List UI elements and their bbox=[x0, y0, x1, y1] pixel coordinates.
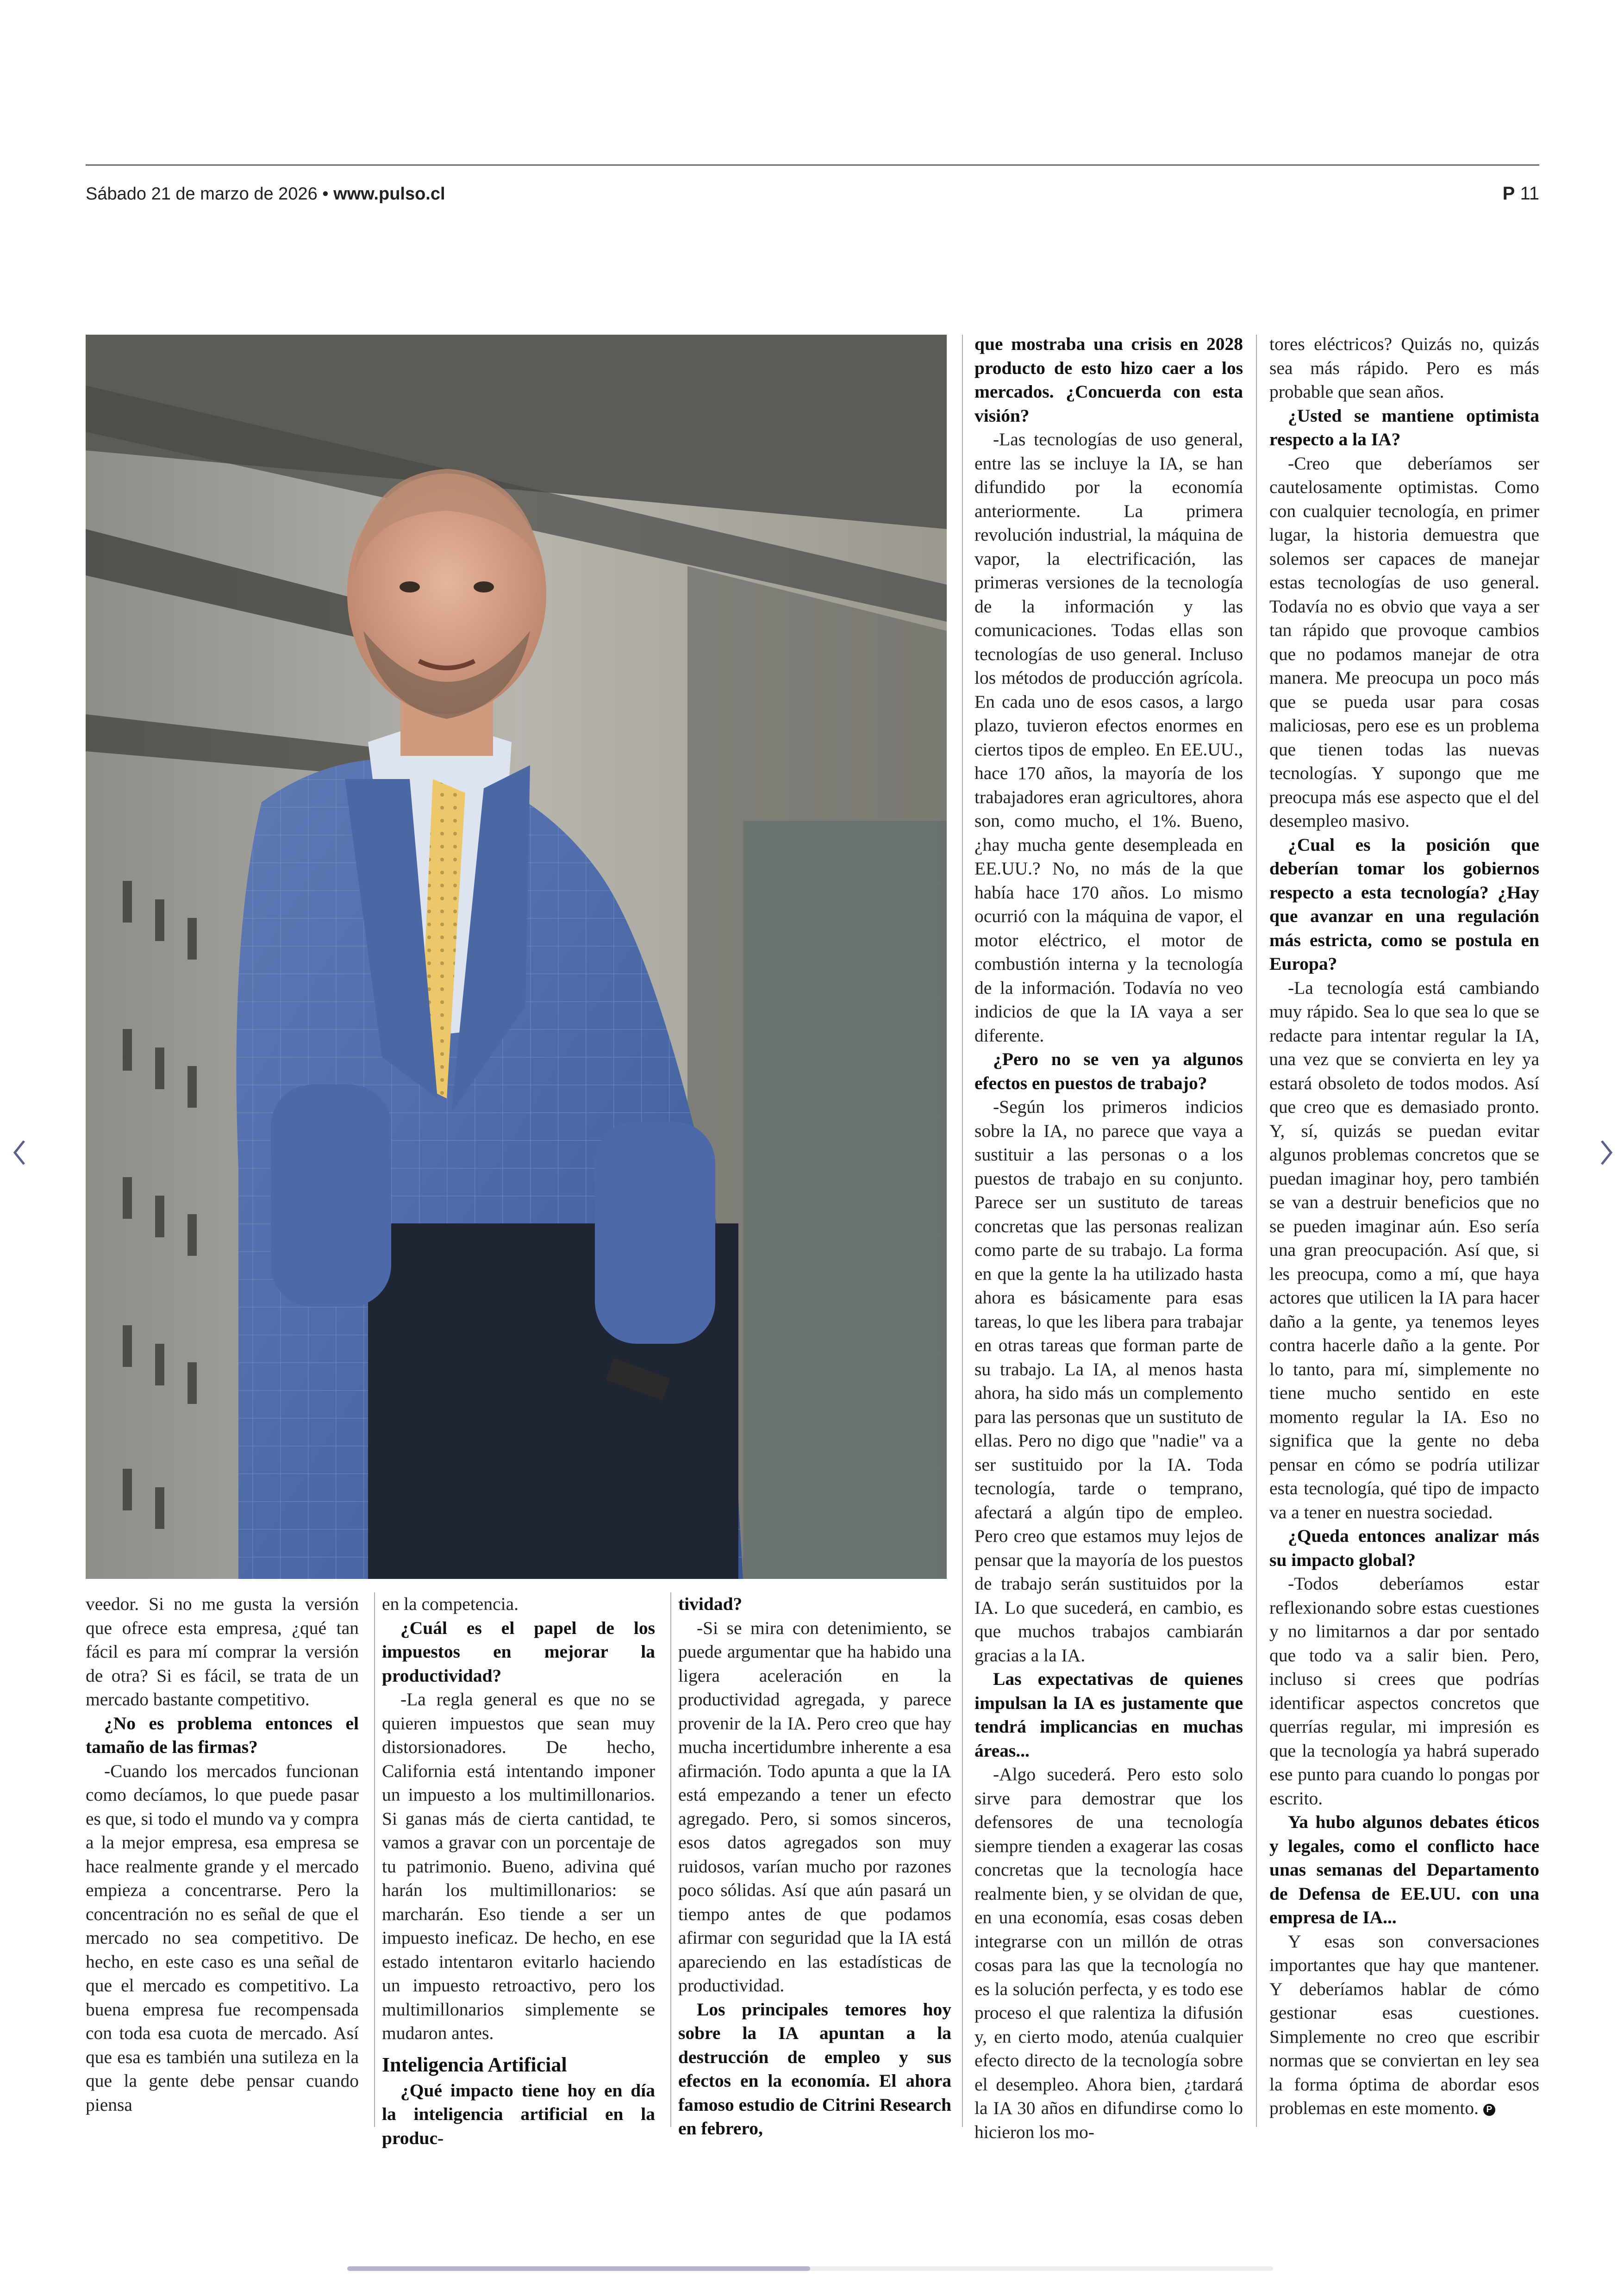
page-number bbox=[1503, 183, 1539, 204]
page-prefix: P bbox=[1502, 183, 1515, 204]
horizontal-scrollbar[interactable] bbox=[347, 2266, 1273, 2271]
end-of-article-icon: P bbox=[1483, 2104, 1495, 2116]
body-paragraph: tores eléctricos? Quizás no, quizás sea más rápido. Pero es más probable que sean años. bbox=[1269, 334, 1539, 402]
issue-date: Sábado 21 de marzo de 2026 bbox=[86, 184, 318, 204]
site-link[interactable]: www.pulso.cl bbox=[333, 184, 445, 204]
interview-question: ¿Cual es la posición que deberían tomar los gobiernos respecto a esta tecnología? ¿Hay que avanzar en una regulación más estricta, como se postula en Europa? bbox=[1269, 834, 1539, 974]
body-paragraph: -Creo que deberíamos ser cautelosamente optimistas. Como con cualquier tecnología, en primer lugar, la historia demuestra que solemos ser capaces de manejar estas tecnologías de uso general. Todavía no es obvio que vaya a ser tan rápido que provoque cambios que no podamos manejar de otra manera. Me preocupa un poco más que se pueda usar para cosas maliciosas, pero ese es un problema que tienen todas las nuevas tecnologías. Y supongo que me preocupa más ese aspecto que el del desempleo masivo. bbox=[1269, 453, 1539, 831]
column-separator bbox=[1256, 335, 1257, 2127]
interview-question: Ya hubo algunos debates éticos y legales, como el conflicto hace unas semanas del Departamento de Defensa de EE.UU. con una empresa de IA... bbox=[1269, 1812, 1539, 1927]
interview-question: Las expectativas de quienes impulsan la IA es justamente que tendrá implicancias en muchas áreas... bbox=[974, 1669, 1243, 1761]
chevron-left-icon bbox=[10, 1136, 29, 1169]
chevron-right-icon bbox=[1597, 1136, 1616, 1169]
interview-question: ¿Usted se mantiene optimista respecto a la IA? bbox=[1269, 405, 1539, 449]
column-separator bbox=[374, 1592, 375, 2127]
column-separator bbox=[962, 335, 963, 2127]
article-column-4 bbox=[974, 332, 1243, 2144]
interview-question: ¿Qué impacto tiene hoy en día la inteligencia artificial en la produc- bbox=[382, 2080, 655, 2148]
body-paragraph: -Algo sucederá. Pero esto solo sirve para demostrar que los defensores de una tecnología siempre tienden a exagerar las cosas concretas que la tecnología hace realmente bien, y se olvidan de que, en una economía, esas cosas deben integrarse con un millón de otras cosas para las que la tecnología no es la solución perfecta, y es todo ese proceso el que ralentiza la difusión y, en cierto modo, atenúa cualquier efecto directo de la tecnología sobre el desempleo. Ahora bien, ¿tardará la IA 30 años en difundirse como lo hicieron los mo- bbox=[974, 1764, 1243, 2142]
previous-page-button[interactable] bbox=[10, 1136, 29, 1169]
body-paragraph: -Cuando los mercados funcionan como decíamos, lo que puede pasar es que, si todo el mundo va y compra a la mejor empresa, esa empresa se hace realmente grande y el mercado empieza a concentrarse. Pero la concentración no es señal de que el mercado no sea competitivo. De hecho, en este caso es una señal de que el mercado es competitivo. La buena empresa fue recompensada con toda esa cuota de mercado. Así que esa es también una sutileza en la que la gente debe pensar cuando piensa bbox=[86, 1760, 359, 2115]
article-column-2 bbox=[382, 1592, 655, 2150]
body-paragraph: -Todos deberíamos estar reflexionando sobre estas cuestiones y no limitarnos a dar por sentado que todo va a salir bien. Pero, incluso si crees que podrías identificar aspectos concretos que querrías regular, mi impresión es que la tecnología ya habrá superado ese punto para cuando lo pongas por escrito. bbox=[1269, 1573, 1539, 1809]
interview-question: ¿Cuál es el papel de los impuestos en mejorar la productividad? bbox=[382, 1617, 655, 1686]
body-paragraph: -Las tecnologías de uso general, entre las se incluye la IA, se han difundido por la economía anteriormente. La primera revolución industrial, la máquina de vapor, la electrificación, las primeras versiones de la tecnología de la información y las comunicaciones. Todas ellas son tecnologías de uso general. Incluso los métodos de producción agrícola. En cada uno de esos casos, a largo plazo, tuvieron efectos enormes en ciertos tipos de empleo. En EE.UU., hace 170 años, la mayoría de los trabajadores eran agricultores, ahora son, como mucho, el 1%. Bueno, ¿hay mucha gente desempleada en EE.UU.? No, no más de la que había hace 170 años. Lo mismo ocurrió con la máquina de vapor, el motor eléctrico, el motor de combustión interna y la tecnología de la información. Todavía no veo indicios de que la IA vaya a ser diferente. bbox=[974, 429, 1243, 1046]
body-paragraph: veedor. Si no me gusta la versión que ofrece esta empresa, ¿qué tan fácil es para mí comprar la versión de otra? Si es fácil, se trata de un mercado bastante competitivo. bbox=[86, 1594, 359, 1709]
interview-question: ¿No es problema entonces el tamaño de las firmas? bbox=[86, 1713, 359, 1757]
article-column-1 bbox=[86, 1592, 359, 2117]
body-paragraph: en la competencia. bbox=[382, 1594, 518, 1614]
interview-question: ¿Pero no se ven ya algunos efectos en puestos de trabajo? bbox=[974, 1049, 1243, 1093]
portrait-photo bbox=[86, 335, 947, 1579]
scrollbar-thumb[interactable] bbox=[347, 2266, 810, 2271]
body-paragraph: -Según los primeros indicios sobre la IA, no parece que vaya a sustituir a las personas o a los puestos de trabajo en su conjunto. Parece ser un sustituto de tareas concretas que las personas realizan como parte de su trabajo. La forma en que la gente la ha utilizado hasta ahora es básicamente para esas tareas, lo que les libera para trabajar en otras tareas que forman parte de su trabajo. La IA, al menos hasta ahora, ha sido más un complemento para las personas que un sustituto de ellas. Pero no digo que "nadie" va a ser sustituido por la IA. Toda tecnología, tarde o temprano, afectará a algún tipo de empleo. Pero creo que estamos muy lejos de pensar que la mayoría de los puestos de trabajo serán sustituidos por la IA. Lo que sucederá, en cambio, es que muchos trabajos cambiarán gracias a la IA. bbox=[974, 1097, 1243, 1665]
header-separator: • bbox=[322, 184, 329, 204]
article-column-5 bbox=[1269, 332, 1539, 2120]
body-paragraph: Y esas son conversaciones importantes que hay que mantener. Y deberíamos hablar de cómo gestionar esas cuestiones. Simplemente no creo que escribir normas que se conviertan en ley sea la forma óptima de abordar esos problemas en este momento. P bbox=[1269, 1931, 1539, 2118]
interview-question: que mostraba una crisis en 2028 producto de esto hizo caer a los mercados. ¿Concuerda con esta visión? bbox=[974, 334, 1243, 426]
body-paragraph: -La tecnología está cambiando muy rápido. Sea lo que sea lo que se redacte para intentar regular la IA, una vez que se convierta en ley ya estará obsoleto de todos modos. Así que creo que es demasiado pronto. Y, sí, quizás se puedan evitar algunos problemas concretos que se puedan imaginar hoy, pero también se van a destruir beneficios que no se pueden imaginar aún. Eso sería una gran preocupación. Así que, si les preocupa, como a mí, que haya actores que utilicen la IA para hacer daño a la gente, ya tenemos leyes contra hacerle daño a la gente. Por lo tanto, para mí, simplemente no tiene mucho sentido en este momento regular la IA. Eso no significa que la gente no deba pensar en cómo se podría utilizar esta tecnología, qué tipo de impacto va a tener en nuestra sociedad. bbox=[1269, 977, 1539, 1522]
page-date-line bbox=[86, 184, 445, 204]
interview-question: Los principales temores hoy sobre la IA apuntan a la destrucción de empleo y sus efectos en la economía. El ahora famoso estudio de Citrini Research en febrero, bbox=[678, 1999, 951, 2139]
next-page-button[interactable] bbox=[1597, 1136, 1616, 1169]
body-paragraph: -Si se mira con detenimiento, se puede argumentar que ha habido una ligera aceleración en la productividad agregada, y parece provenir de la IA. Pero creo que hay mucha incertidumbre inherente a esa afirmación. Todo apunta a que la IA está empezando a tener un efecto agregado. Pero, si somos sinceros, esos datos agregados son muy ruidosos, varían mucho por razones poco sólidas. Así que aún pasará un tiempo antes de que podamos afirmar con seguridad que la IA está apareciendo en las estadísticas de productividad. bbox=[678, 1617, 951, 1996]
interview-question: tividad? bbox=[678, 1594, 743, 1614]
section-heading: Inteligencia Artificial bbox=[382, 2053, 567, 2076]
body-paragraph: -La regla general es que no se quieren impuestos que sean muy distorsionadores. De hecho, California está intentando imponer un impuesto a los multimillonarios. Si ganas más de cierta cantidad, te vamos a gravar con un porcentaje de tu patrimonio. Bueno, adivina qué harán los multimillonarios: se marcharán. Eso tiende a ser un impuesto ineficaz. De hecho, en ese estado intentaron evitarlo haciendo un impuesto retroactivo, pero los multimillonarios simplemente se mudaron antes. bbox=[382, 1689, 655, 2043]
column-separator bbox=[670, 1592, 671, 2127]
header-rule bbox=[86, 164, 1539, 166]
article-column-3 bbox=[678, 1592, 951, 2141]
page-number-value: 11 bbox=[1520, 183, 1539, 204]
interview-question: ¿Queda entonces analizar más su impacto global? bbox=[1269, 1526, 1539, 1570]
